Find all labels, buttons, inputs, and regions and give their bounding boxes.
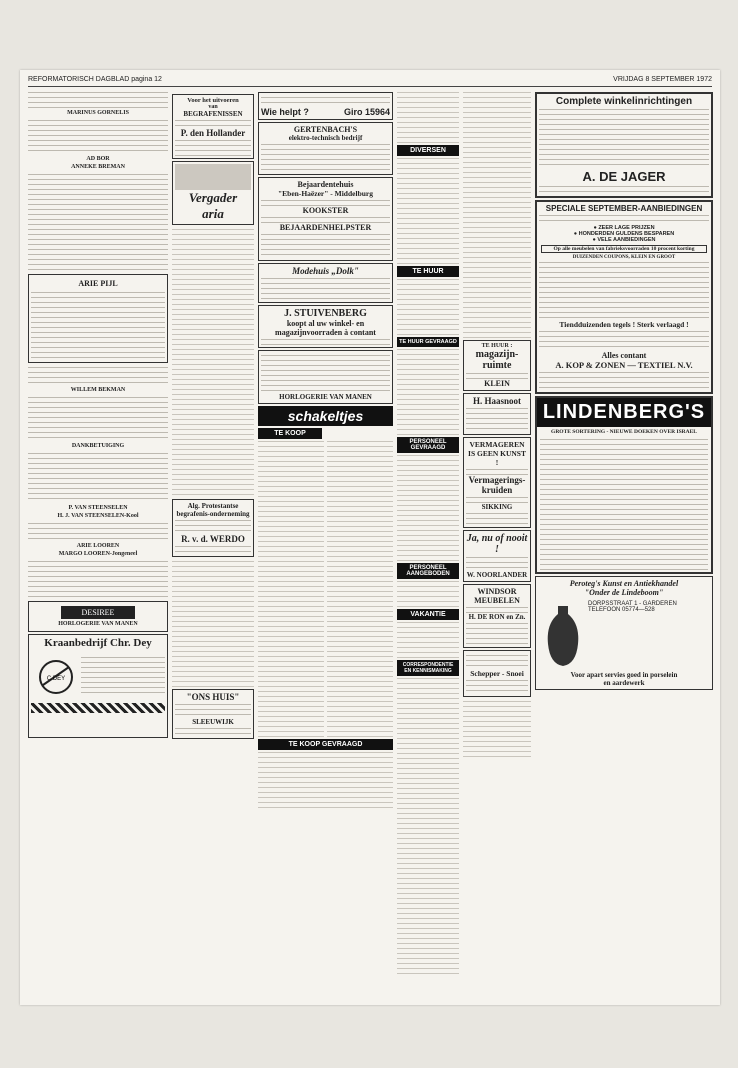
giro-number: Giro 15964 [343,107,390,117]
lindenbergs: LINDENBERG'S [537,398,711,427]
vermageren-ad [463,437,531,528]
newspaper-page [20,70,720,1005]
korting-banner: Op alle meubelen van fabrieksvoorraden 10 procent korting [541,245,707,253]
column-3 [258,90,393,995]
alg-prot: Alg. Protestantse begrafenis-onderneming [176,502,250,518]
horlogerie-ad [258,350,393,404]
personeel-aangeboden-header: PERSONEEL AANGEBODEN [397,563,459,579]
header-right: VRIJDAG 8 SEPTEMBER 1972 [613,76,712,83]
cdey-logo-text: C.DEY [46,676,66,682]
noorlander: W. NOORLANDER [466,571,528,579]
te-koop-gevraagd-header: TE KOOP GEVRAAGD [258,739,393,750]
telefoon: TELEFOON 05774—528 [588,607,655,613]
onder-de-lindeboom: "Onder de Lindeboom" [584,588,664,597]
decorative-stripe [31,703,165,713]
aardewerk: en aardewerk [603,679,645,687]
te-huur-label: TE HUUR : [481,343,513,349]
schepper-ad [463,650,531,697]
modehuis-ad [258,263,393,303]
magazijnvoorraden: magazijnvoorraden à contant [275,328,376,337]
vergader: Vergader [188,190,238,205]
speciale-september: SPECIALE SEPTEMBER-AANBIEDINGEN [545,204,703,213]
aria: aria [202,206,224,221]
page-header [28,74,712,87]
willem-bekman: WILLEM BEKMAN [70,387,126,393]
diversen-header: DIVERSEN [397,145,459,156]
vermageren: VERMAGEREN IS GEEN KUNST ! [468,440,526,467]
september-aanbiedingen-ad [535,200,713,394]
vase-icon [538,601,588,671]
peroteg-ad [535,576,713,690]
de-ron: H. DE RON en Zn. [468,613,526,621]
desiree-logo: DESIREE [61,606,135,619]
ons-huis-ad [172,689,254,739]
column-2 [172,90,254,995]
schakeltjes-banner: schakeltjes [258,406,393,426]
horlogerie-van-manen-2: HORLOGERIE VAN MANEN [279,393,372,401]
ja-nu-of-nooit: Ja, nu of nooit ! [466,533,528,555]
h-van-steenselen: H. J. VAN STEENSELEN-Kool [57,513,139,519]
de-jager: A. DE JAGER [582,169,666,184]
honderden-guldens: ● HONDERDEN GULDENS BESPAREN [573,231,675,237]
crane-icon [31,655,81,695]
vergader-illustration [175,164,251,190]
porselein: Voor apart servies goed in porselein [570,671,678,679]
windsor-ad [463,584,531,648]
windsor: WINDSOR MEUBELEN [474,587,520,605]
column-4 [397,90,459,995]
rvd-werdo: R. v. d. WERDO [181,534,245,544]
winkelinrichtingen-ad [535,92,713,198]
kraanbedrijf-ad [28,634,168,738]
sleeuwijk: SLEEUWIJK [192,718,234,726]
column-5 [463,90,531,995]
ad-bor: AD BOR [86,156,110,162]
klein: KLEIN [484,379,510,388]
arie-looren: ARIE LOOREN [76,543,120,549]
modehuis-dolk: Modehuis „Dolk" [292,266,359,276]
van: van [208,104,218,110]
anneke-breman: ANNEKE BREMAN [71,164,125,170]
peroteg: Peroteg's Kunst en Antiekhandel [569,579,679,588]
alg-prot-ad [172,499,254,557]
complete-winkelinrichtingen: Complete winkelinrichtingen [555,96,693,107]
name-marinus: MARINUS GORNELIS [67,110,129,116]
duizenden-coupons: DUIZENDEN COUPONS, KLEIN EN GROOT [572,255,676,260]
lindenbergs-sub: GROTE SORTERING - NIEUWE DOEKEN OVER ISRAEL [551,429,697,435]
schepper-snoei: Schepper - Snoei [470,669,524,678]
honderden-label: HONDERDEN GULDENS BESPAREN [578,231,675,237]
personeel-gevraagd-header: PERSONEEL GEVRAAGD [397,437,459,453]
ons-huis: "ONS HUIS" [186,692,240,702]
bejaardenhelpster: BEJAARDENHELPSTER [279,223,372,232]
kraanbedrijf-title: Kraanbedrijf Chr. Dey [44,637,152,649]
wie-helpt-ad [258,92,393,120]
te-huur-gevraagd-header: TE HUUR GEVRAAGD [397,337,459,347]
dankbetuiging: DANKBETUIGING [71,443,125,449]
zeer-lage-label: ZEER LAGE PRIJZEN [598,225,655,231]
column-6 [535,90,713,995]
vele-label: VELE AANBIEDINGEN [597,237,656,243]
gertenbach-ad [258,122,393,175]
column-1 [28,90,168,995]
horlogerie-van-manen-1: HORLOGERIE VAN MANEN [58,621,138,627]
vakantie-header: VAKANTIE [397,609,459,620]
margo-looren: MARGO LOOREN-Jongeneel [58,551,138,557]
p-den-hollander: P. den Hollander [180,128,246,138]
ja-nu-ad [463,530,531,582]
tiendduizenden-tegels: Tiendduizenden tegels ! Sterk verlaagd ! [559,320,689,329]
vermageringskruiden: Vermagerings-kruiden [468,475,526,495]
wie-helpt: Wie helpt ? [261,107,309,117]
begrafenissen: BEGRAFENISSEN [183,110,243,118]
begrafenis-ad [172,94,254,159]
arie-pijl-box [28,274,168,363]
alles-contant: Alles contant [601,351,647,360]
bejaardentehuis: Bejaardentehuis [297,180,354,189]
haasnoot: H. Haasnoot [472,396,521,406]
koopt-al: koopt al uw winkel- en [286,319,365,328]
te-huur-header: TE HUUR [397,266,459,277]
lindenbergs-ad [535,396,713,574]
adres: DORPSSTRAAT 1 - GARDEREN [588,601,677,607]
gertenbach: GERTENBACH'S [293,125,358,134]
magazijnruimte-ad [463,340,531,391]
sikking: SIKKING [481,503,513,511]
voor-het-uitvoeren: Voor het uitvoeren [187,97,239,104]
stuivenberg-ad [258,305,393,348]
stuivenberg: J. STUIVENBERG [284,308,367,319]
arie-pijl: ARIE PIJL [78,279,118,288]
zeer-lage-prijzen: ● ZEER LAGE PRIJZEN [593,225,655,231]
haasnoot-ad [463,393,531,435]
elektro: elektro-technisch bedrijf [288,134,363,142]
header-left: REFORMATORISCH DAGBLAD pagina 12 [28,76,162,83]
eben-haezer-ad [258,177,393,261]
vele-aanbiedingen: ● VELE AANBIEDINGEN [592,237,656,243]
desiree-ad [28,601,168,632]
p-van-steenselen: P. VAN STEENSELEN [68,505,128,511]
correspondentie-header: CORRESPONDENTIE EN KENNISMAKING [397,660,459,676]
vergaderaria-ad [172,161,254,225]
te-koop-header: TE KOOP [258,428,322,439]
magazijnruimte: magazijn-ruimte [475,349,519,371]
kookster: KOOKSTER [302,206,349,215]
kop-zonen: A. KOP & ZONEN — TEXTIEL N.V. [555,360,693,370]
eben-haezer: "Eben-Haëzer" - Middelburg [278,189,373,198]
